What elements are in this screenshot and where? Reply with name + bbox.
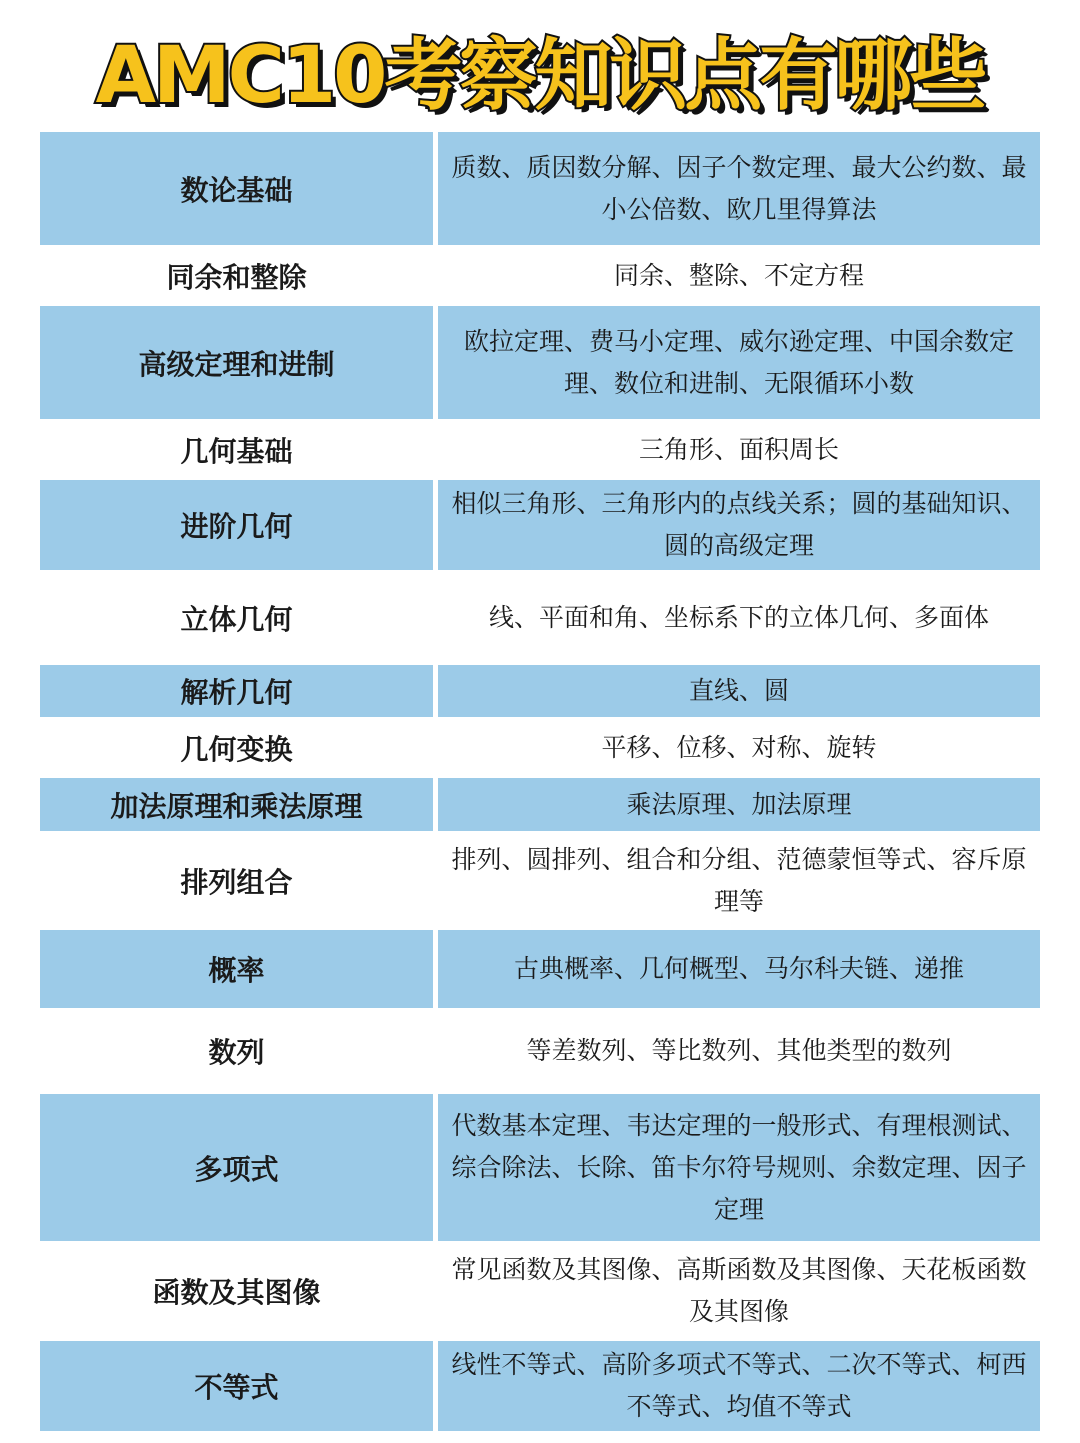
topic-cell: 几何变换 <box>180 732 293 766</box>
topic-cell: 多项式 <box>40 1094 433 1241</box>
knowledge-table <box>40 132 1040 1431</box>
table-row <box>40 1341 1040 1431</box>
content-cell: 相似三角形、三角形内的点线关系；圆的基础知识、圆的高级定理 <box>438 480 1040 570</box>
content-cell: 线性不等式、高阶多项式不等式、二次不等式、柯西不等式、均值不等式 <box>438 1341 1040 1431</box>
topic-cell: 加法原理和乘法原理 <box>40 778 433 831</box>
topic-cell: 解析几何 <box>40 665 433 717</box>
page-title: AMC10考察知识点有哪些 <box>95 31 985 121</box>
table-row <box>40 1241 1040 1341</box>
table-row <box>40 717 1040 778</box>
table-row <box>40 930 1040 1008</box>
table-row <box>40 245 1040 306</box>
content-cell: 平移、位移、对称、旋转 <box>601 732 877 762</box>
content-cell: 乘法原理、加法原理 <box>438 778 1040 831</box>
content-cell: 同余、整除、不定方程 <box>613 260 864 290</box>
table-row <box>40 570 1040 665</box>
content-cell: 线、平面和角、坐标系下的立体几何、多面体 <box>488 602 989 632</box>
table-row <box>40 665 1040 717</box>
table-row <box>40 132 1040 245</box>
topic-cell: 高级定理和进制 <box>40 306 433 419</box>
content-cell: 三角形、面积周长 <box>638 434 839 464</box>
table-row <box>40 1094 1040 1241</box>
content-cell: 欧拉定理、费马小定理、威尔逊定理、中国余数定理、数位和进制、无限循环小数 <box>438 306 1040 419</box>
topic-cell: 立体几何 <box>180 602 293 636</box>
topic-cell: 几何基础 <box>180 434 293 468</box>
topic-cell: 同余和整除 <box>166 260 307 294</box>
topic-cell: 函数及其图像 <box>152 1276 321 1309</box>
table-row <box>40 778 1040 831</box>
table-row <box>40 831 1040 930</box>
table-row <box>40 1008 1040 1094</box>
title-area <box>0 22 1080 130</box>
topic-cell: 数列 <box>208 1036 265 1069</box>
topic-cell: 排列组合 <box>180 865 293 899</box>
topic-cell: 进阶几何 <box>40 480 433 570</box>
topic-cell: 概率 <box>40 930 433 1008</box>
topic-cell: 数论基础 <box>40 132 433 245</box>
content-cell: 常见函数及其图像、高斯函数及其图像、天花板函数及其图像 <box>451 1255 1027 1326</box>
table-row <box>40 480 1040 570</box>
content-cell: 直线、圆 <box>438 665 1040 717</box>
table-row <box>40 306 1040 419</box>
content-cell: 代数基本定理、韦达定理的一般形式、有理根测试、综合除法、长除、笛卡尔符号规则、余数定理、因子定理 <box>438 1094 1040 1241</box>
content-cell: 等差数列、等比数列、其他类型的数列 <box>526 1036 952 1065</box>
content-cell: 古典概率、几何概型、马尔科夫链、递推 <box>438 930 1040 1008</box>
table-row <box>40 419 1040 480</box>
content-cell: 质数、质因数分解、因子个数定理、最大公约数、最小公倍数、欧几里得算法 <box>438 132 1040 245</box>
topic-cell: 不等式 <box>40 1341 433 1431</box>
content-cell: 排列、圆排列、组合和分组、范德蒙恒等式、容斥原理等 <box>451 844 1027 916</box>
